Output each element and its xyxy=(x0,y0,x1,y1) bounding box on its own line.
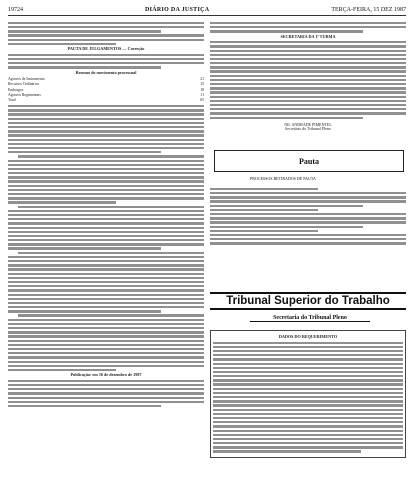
summary-row: Agravos Regimentais 11 xyxy=(8,92,204,97)
pauta-subtitle: PROCESSOS RETIRADOS DE PAUTA xyxy=(250,176,316,181)
journal-title: DIÁRIO DA JUSTIÇA xyxy=(144,7,210,13)
section-heading: PAUTA DE JULGAMENTOS — Correção xyxy=(67,46,145,52)
section-heading: SECRETARIA DA 1ª TURMA xyxy=(280,33,336,39)
page-header xyxy=(8,5,406,16)
right-column xyxy=(210,20,406,132)
right-column-bottom xyxy=(210,330,406,458)
summary-row: Embargos 18 xyxy=(8,87,204,92)
summary-table xyxy=(8,77,204,103)
pauta-box: Pauta xyxy=(214,150,404,172)
text-block xyxy=(8,380,204,407)
summary-row: Recursos Ordinários 15 xyxy=(8,82,204,87)
signature-name: NIL ANDRADE PIMENTEL xyxy=(284,121,332,127)
signature-role: Secretário do Tribunal Pleno xyxy=(285,126,331,132)
summary-row: Total 65 xyxy=(8,97,204,102)
section-heading: Resumo do movimento processual xyxy=(75,69,137,75)
info-box xyxy=(210,330,406,458)
text-block xyxy=(210,188,406,245)
publication-note: Publicação: em 16 de dezembro de 1987 xyxy=(70,372,142,378)
issue-date: TERÇA-FEIRA, 15 DEZ 1987 xyxy=(331,7,406,13)
text-block xyxy=(210,41,406,119)
text-block xyxy=(213,342,403,453)
court-title: Tribunal Superior do Trabalho xyxy=(210,292,406,310)
text-block xyxy=(8,22,204,45)
info-box-title: DADOS DO REQUERIMENTO xyxy=(278,334,338,339)
text-block xyxy=(8,105,204,371)
summary-row: Agravos de Instrumento 21 xyxy=(8,77,204,82)
text-block xyxy=(210,22,406,33)
page-number: 19724 xyxy=(8,7,23,13)
court-subtitle: Secretaria do Tribunal Pleno xyxy=(250,315,370,322)
text-block xyxy=(8,54,204,69)
signature-block xyxy=(210,123,406,132)
right-column-mid xyxy=(210,186,406,247)
left-column xyxy=(8,20,204,409)
